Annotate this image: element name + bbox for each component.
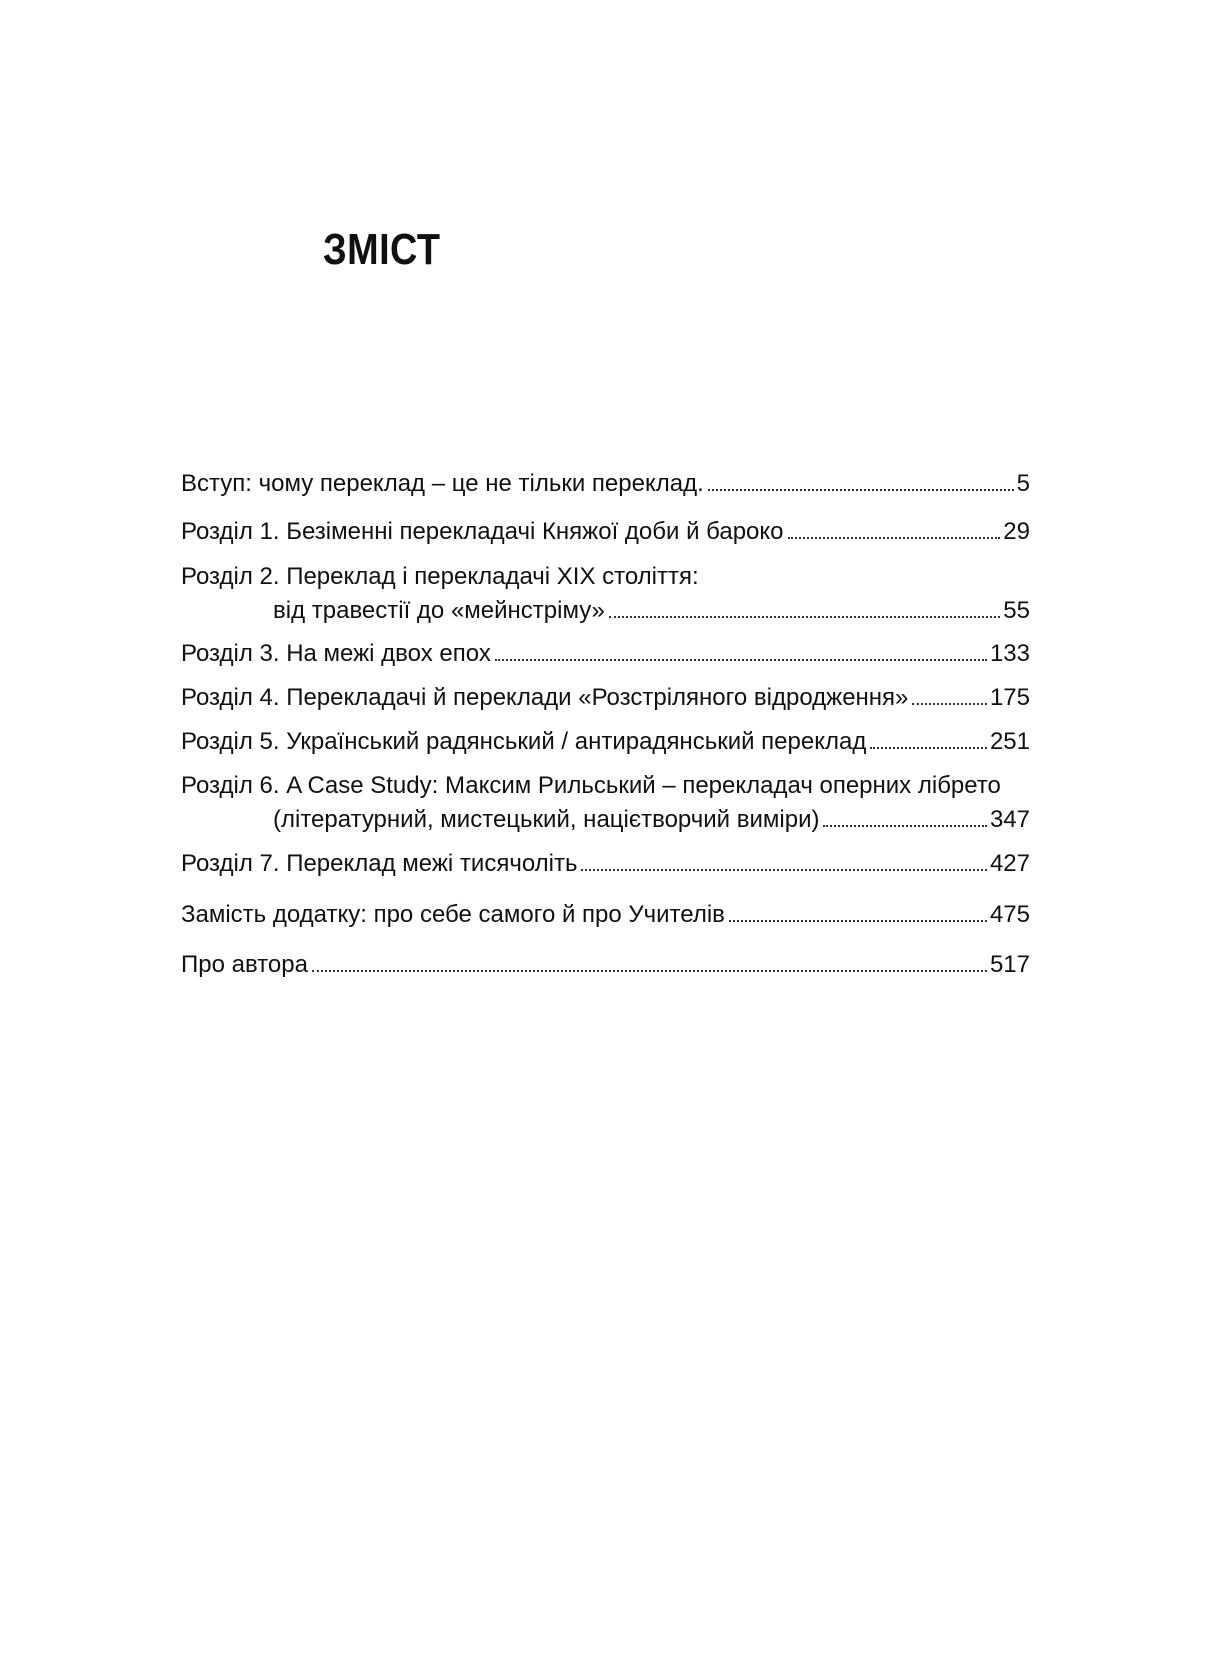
toc-page-number: 55: [1003, 597, 1030, 624]
toc-page-number: 427: [989, 850, 1030, 877]
toc-entry-intro: [181, 467, 1030, 501]
dot-leader: [870, 747, 987, 749]
toc-entry-chapter-2: [181, 560, 1030, 628]
dot-leader: [609, 616, 1000, 618]
toc-line: [181, 725, 1030, 759]
toc-line: [181, 560, 1030, 594]
toc-entry-about-author: [181, 948, 1030, 982]
toc-line: [181, 898, 1030, 932]
dot-leader: [823, 825, 986, 827]
toc-page-number: 347: [989, 806, 1030, 833]
toc-entry-chapter-3: [181, 637, 1030, 671]
toc-entry-title: Розділ 5. Український радянський / антирадянський переклад: [181, 728, 867, 755]
dot-leader: [788, 537, 1001, 539]
toc-page-number: 175: [989, 684, 1030, 711]
toc-entry-subtitle: (літературний, мистецький, націєтворчий виміри): [273, 806, 820, 833]
toc-entry-title: Розділ 1. Безіменні перекладачі Княжої доби й бароко: [181, 518, 784, 545]
toc-entry-title: Розділ 4. Перекладачі й переклади «Розстріляного відродження»: [181, 684, 909, 711]
dot-leader: [708, 489, 1014, 491]
dot-leader: [729, 920, 987, 922]
toc-line: [181, 515, 1030, 549]
toc-entry-title: Вступ: чому переклад – це не тільки переклад.: [181, 470, 704, 497]
toc-line: [181, 637, 1030, 671]
toc-entry-title: Розділ 6. A Case Study: Максим Рильський – перекладач оперних лібрето: [181, 772, 1001, 799]
dot-leader: [581, 869, 986, 871]
toc-entry-chapter-4: [181, 681, 1030, 715]
toc-page-number: 133: [989, 640, 1030, 667]
toc-entry-title: Про автора: [181, 951, 308, 978]
toc-entry-chapter-1: [181, 515, 1030, 549]
toc-entry-title: Розділ 2. Переклад і перекладачі XIX століття:: [181, 563, 699, 590]
toc-entry-title: Розділ 3. На межі двох епох: [181, 640, 491, 667]
toc-page-number: 517: [989, 951, 1030, 978]
toc-entry-chapter-5: [181, 725, 1030, 759]
toc-line: [181, 847, 1030, 881]
dot-leader: [912, 703, 987, 705]
toc-entry-title: Замість додатку: про себе самого й про Учителів: [181, 901, 725, 928]
toc-entry-appendix: [181, 898, 1030, 932]
toc-entry-chapter-7: [181, 847, 1030, 881]
dot-leader: [495, 659, 987, 661]
toc-line: [181, 769, 1030, 803]
toc-line-continuation: [181, 594, 1030, 628]
toc-page-number: 5: [1016, 470, 1030, 497]
toc-page-number: 475: [989, 901, 1030, 928]
toc-entry-subtitle: від травестії до «мейнстріму»: [273, 597, 605, 624]
toc-entry-chapter-6: [181, 769, 1030, 837]
toc-line: [181, 467, 1030, 501]
dot-leader: [312, 970, 987, 972]
toc-line: [181, 948, 1030, 982]
toc-page-number: 29: [1003, 518, 1030, 545]
toc-line-continuation: [181, 803, 1030, 837]
toc-page-number: 251: [989, 728, 1030, 755]
page-title: ЗМІСТ: [323, 225, 441, 274]
toc-entry-title: Розділ 7. Переклад межі тисячоліть: [181, 850, 578, 877]
toc-line: [181, 681, 1030, 715]
